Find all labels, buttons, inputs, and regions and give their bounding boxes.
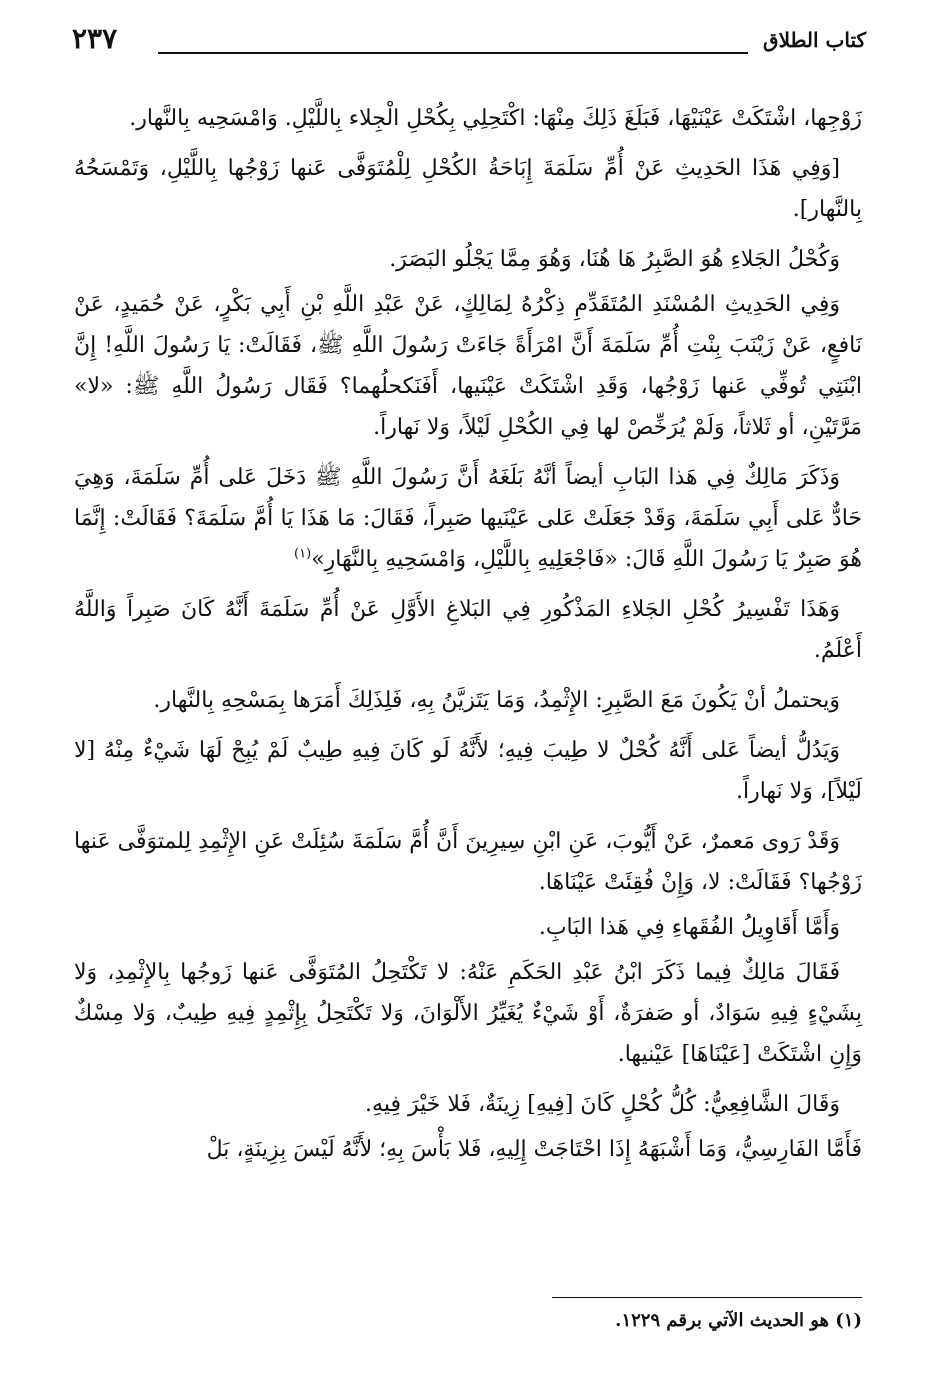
paragraph: وَقَدْ رَوى مَعمرٌ، عَنْ أَيُّوبَ، عَنِ ابْنِ سِيرِينَ أَنَّ أُمَّ سَلَمَةَ سُئِلَتْ عَنِ الإِثْمِدِ لِلمتوَفَّى عَنها زَوْجُها؟ فَقَالَتْ: لا، وَإِنْ فُقِئَتْ عَيْنَاهَا. [74,829,862,895]
paragraph: زَوْجِها، اشْتَكَتْ عَيْنَيْهَا، فَبَلَغَ ذَلِكَ مِنْهَا: اكْتَحِلِي بِكُحْلِ الْجِلاء بِاللَّيْلِ. وَامْسَحِيه بِالنَّهار. [129,106,862,131]
footnote-marker: (١) [294,546,312,562]
body-text [74,98,862,1179]
footnote-rule [552,1297,862,1298]
paragraph: وَأَمَّا أَقَاوِيلُ الفُقَهاءِ فِي هَذا البَابِ. [538,915,840,940]
footnote: (١) هو الحديث الآتي برقم ١٢٢٩. [615,1310,862,1331]
paragraph-text: وَذَكَرَ مَالِكٌ فِي هَذا البَابِ أيضاً أنَّهُ بَلَغَهُ أَنَّ رَسُولَ اللَّهِ ﷺ دَخَلَ عَلى أُمِّ سَلَمَةَ، وَهِيَ حَادٌّ عَلى أَبِي سَلَمَةَ، وَقَدْ جَعَلَتْ عَلى عَيْنَيها صَبِراً، فَقَالَ: مَا هَذَا يَا أُمَّ سَلَمَةَ؟ فَقَالَتْ: إِنَّمَا هُوَ صَبِرٌ يَا رَسُولَ اللَّهِ قَالَ: «فَاجْعَلِيهِ بِاللَّيْلِ، وَامْسَحِيهِ بِالنَّهَارِ» [74,465,862,572]
paragraph: وَكُحْلُ الجَلاءِ هُوَ الصَّبِرُ هَا هُنَا، وَهُوَ مِمَّا يَجْلُو البَصَرَ. [389,247,840,272]
paragraph: وَيحتملُ أنْ يَكُونَ مَعَ الصَّبِرِ: الإِثْمِدُ، وَمَا يَتَزيَّنُ بِهِ، فَلِذَلِكَ أَمَرَها بِمَسْحِهِ بِالنَّهار. [153,688,840,713]
paragraph: وَهَذَا تَفْسِيرُ كُحْلِ الجَلاءِ المَذْكُورِ فِي البَلاغِ الأَوَّلِ عَنْ أُمِّ سَلَمَةَ أَنَّهُ كَانَ صَبِراً وَاللَّهُ أَعْلَمُ. [74,597,862,663]
paragraph: وَيَدُلُّ أيضاً عَلى أَنَّهُ كُحْلٌ لا طِيبَ فِيهِ؛ لأَنَّهُ لَو كَانَ فِيهِ طِيبٌ لَمْ يُبِحْ لَهَا شَيْءٌ مِنْهُ [لا لَيْلاً]، وَلا نَهاراً. [74,738,862,804]
running-title: كتاب الطلاق [763,28,866,52]
paragraph: وَفِي الحَدِيثِ المُسْنَدِ المُتَقَدِّمِ ذِكْرُهُ لِمَالِكٍ، عَنْ عَبْدِ اللَّهِ بْنِ أَبِي بَكْرٍ، عَنْ حُمَيدٍ، عَنْ نَافعٍ، عَنْ زَيْنَبَ بِنْتِ أُمِّ سَلَمَةَ أَنَّ امْرَأَةً جَاءَتْ رَسُولَ اللَّهِ ﷺ، فَقَالَتْ: يَا رَسُولَ اللَّهِ! إِنَّ ابْنَتِي تُوفِّي عَنها زَوْجُها، وَقَدِ اشْتَكَتْ عَيْنَيها، أَفَنَكحلُهما؟ فَقَال رَسُولُ اللَّهِ ﷺ: «لا» مَرَّتَيْنِ، أو ثَلاثاً، وَلَمْ يُرَخِّصْ لها فِي الكُحْلِ لَيْلاً، وَلا نَهاراً. [74,292,862,440]
paragraph: [وَفِي هَذَا الحَدِيثِ عَنْ أُمِّ سَلَمَةَ إِبَاحَةُ الكُحْلِ لِلْمُتَوَفَّى عَنها زَوْجُها بِاللَّيْلِ، وَتَمْسَحُهُ بِالنَّهار]. [74,156,862,222]
page-header [72,22,866,62]
page-number: ٢٣٧ [72,22,118,55]
paragraph: وَقَالَ الشَّافِعِيُّ: كُلُّ كُحْلٍ كَانَ [فِيهِ] زِينَةٌ، فَلا خَيْرَ فِيهِ. [365,1092,840,1117]
paragraph-with-footnote [74,457,862,580]
paragraph: فَأَمَّا الفَارِسِيُّ، وَمَا أَشْبَهَهُ إِذَا احْتَاجَتْ إِلِيهِ، فَلا بَأْسَ بِهِ؛ لأَنَّهُ لَيْسَ بِزِينَةٍ، بَلْ [206,1137,862,1162]
header-rule [158,52,748,54]
paragraph: فَقَالَ مَالِكٌ فِيما ذَكَرَ ابْنُ عَبْدِ الحَكَمِ عَنْهُ: لا تَكْتَحِلُ المُتَوَفَّى عَنها زَوجُها بِالإِثْمِدِ، وَلا بِشَيْءٍ فِيهِ سَوَادٌ، أو صَفرَةٌ، أَوْ شَيْءٌ يُغَيِّرُ الأَلْوَانَ، وَلا تَكْتَحِلُ بِإِثْمِدٍ فِيهِ طِيبٌ، وَلا مِسْكٌ وَإِنِ اشْتَكَتْ [عَيْنَاهَا] عَيْنيها. [74,960,862,1067]
